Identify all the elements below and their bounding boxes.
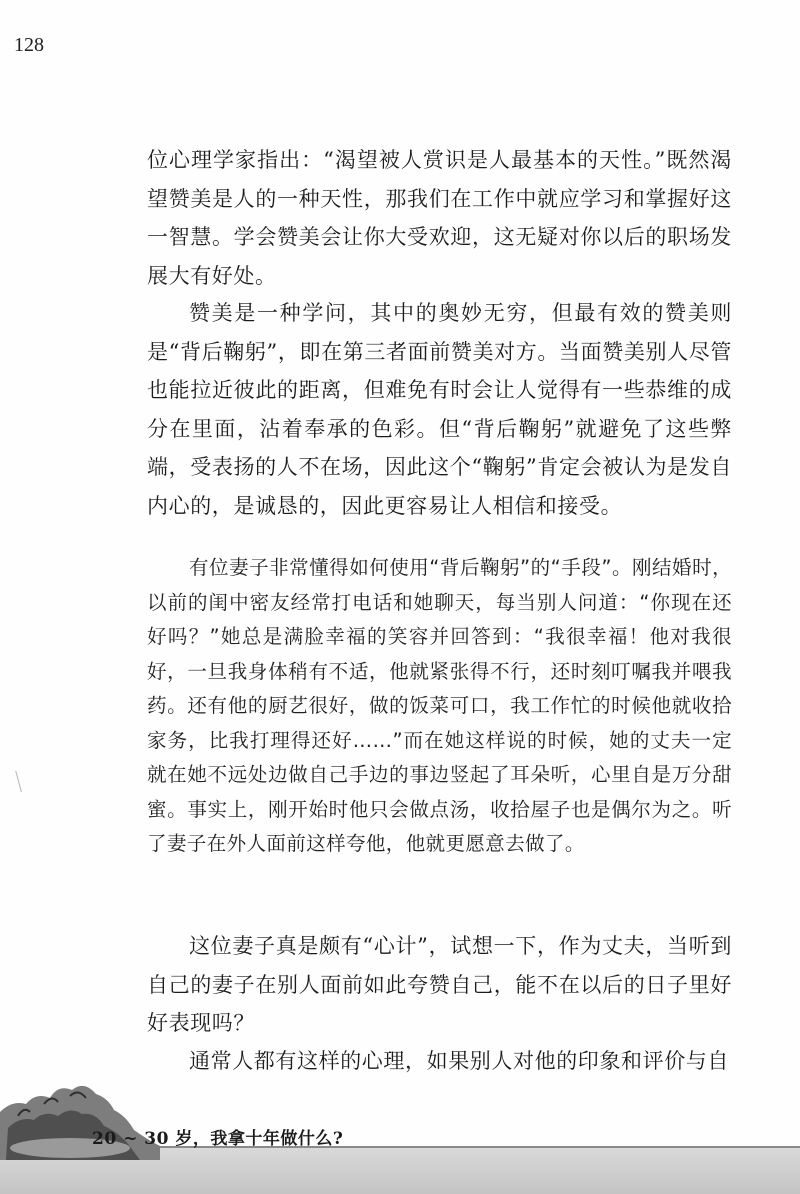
paragraph-3-story: 有位妻子非常懂得如何使用“背后鞠躬”的“手段”。刚结婚时，以前的闺中密友经常打电话和她聊天，每当别人问道：“你现在还好吗？”她总是满脸幸福的笑容并回答到：“我很幸福！他对我很好，一旦我身体稍有不适，他就紧张得不行，还时刻叮嘱我并喂我药。还有他的厨艺很好，做的饭菜可口，我工作忙的时候他就收拾家务，比我打理得还好……”而在她这样说的时候，她的丈夫一定就在她不远处边做自己手边的事边竖起了耳朵听，心里自是万分甜蜜。事实上，刚开始时他只会做点汤，收拾屋子也是偶尔为之。听了妻子在外人面前这样夸他，他就更愿意去做了。	[147, 556, 732, 855]
margin-mark	[15, 770, 25, 792]
paragraph-5: 通常人都有这样的心理，如果别人对他的印象和评价与自	[189, 1049, 729, 1073]
paragraph-2: 赞美是一种学问，其中的奥妙无穷，但最有效的赞美则是“背后鞠躬”，即在第三者面前赞美对方。当面赞美别人尽管也能拉近彼此的距离，但难免有时会让人觉得有一些恭维的成分在里面，沾着奉承的色彩。但“背后鞠躬”就避免了这些弊端，受表扬的人不在场，因此这个“鞠躬”肯定会被认为是发自内心的，是诚恳的，因此更容易让人相信和接受。	[147, 301, 732, 518]
paragraph-4: 这位妻子真是颇有“心计”，试想一下，作为丈夫，当听到自己的妻子在别人面前如此夸赞自己，能不在以后的日子里好好表现吗？	[147, 934, 732, 1035]
page-number: 128	[14, 34, 44, 56]
paragraph-1: 位心理学家指出：“渴望被人赏识是人最基本的天性。”既然渴望赞美是人的一种天性，那我们在工作中就应学习和掌握好这一智慧。学会赞美会让你大受欢迎，这无疑对你以后的职场发展大有好处。	[147, 148, 732, 288]
footer-book-title: 20 ~ 30 岁，我拿十年做什么?	[92, 1129, 344, 1149]
